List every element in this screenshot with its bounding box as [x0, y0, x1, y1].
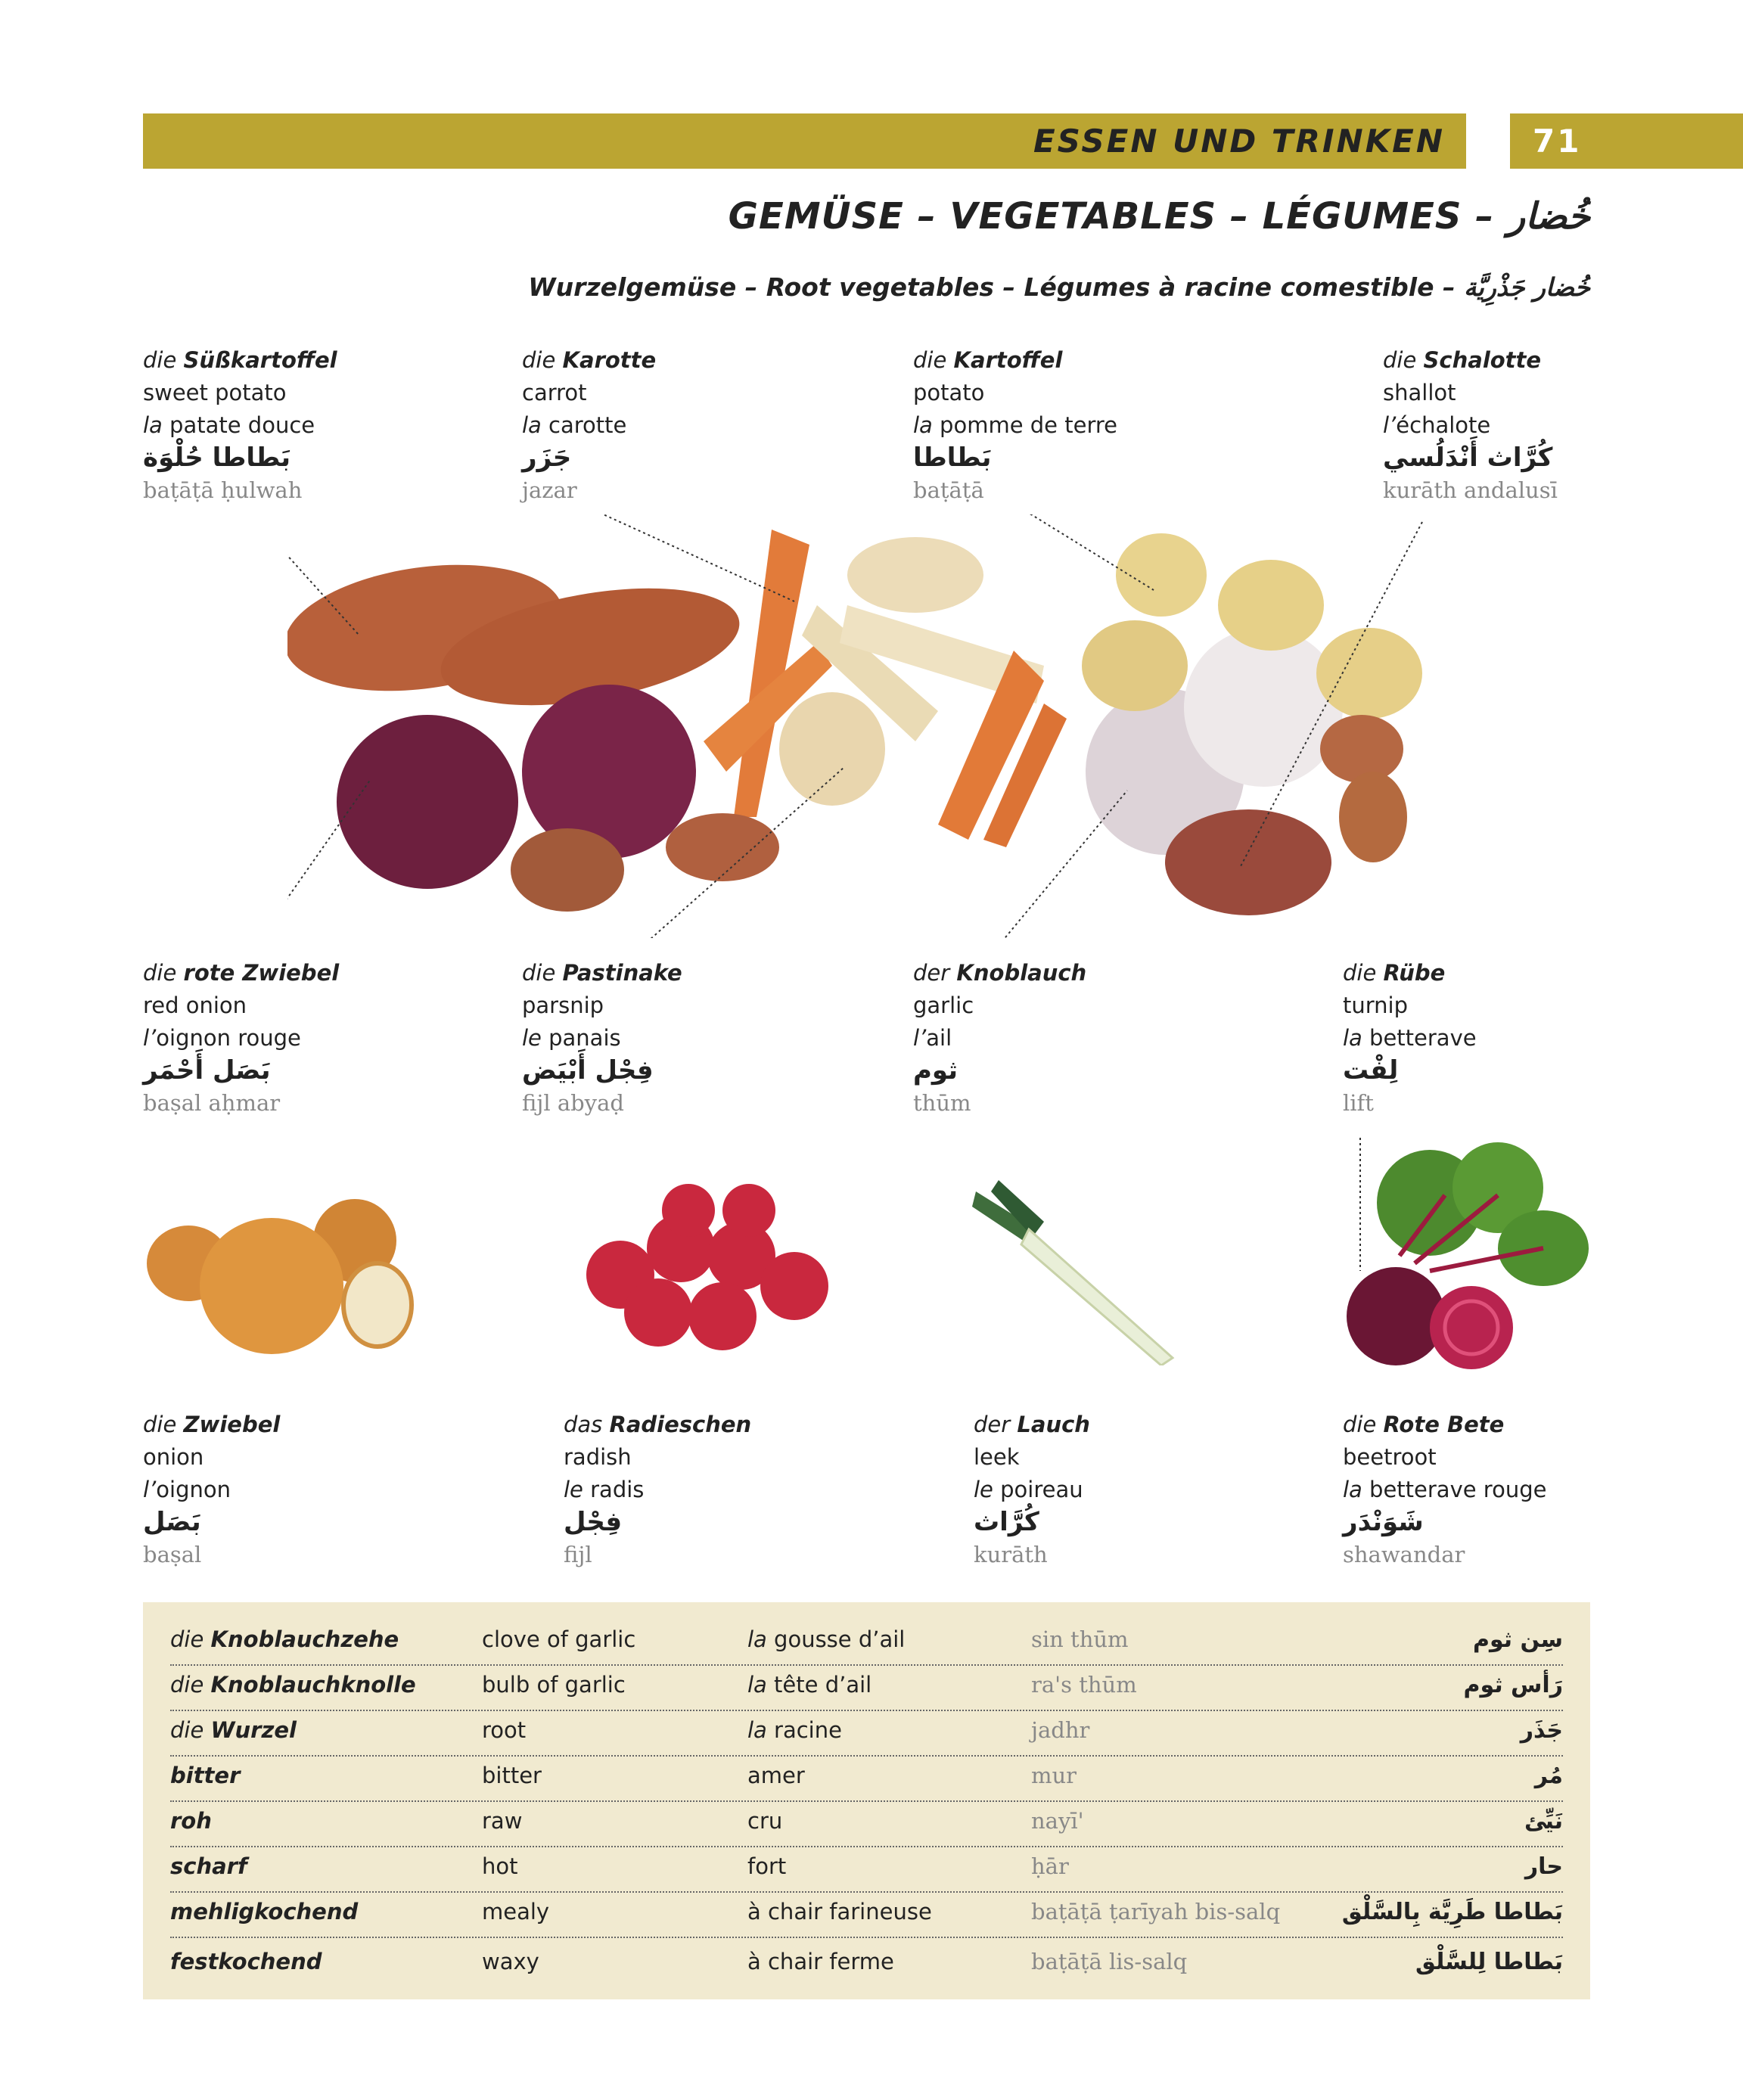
english-term: garlic: [913, 993, 974, 1018]
french-term: [974, 1474, 1090, 1506]
arabic-cell: رَأس ثوم: [1463, 1672, 1563, 1698]
german-cell: [170, 1899, 358, 1924]
german-term: [913, 344, 1117, 377]
german-article: die: [1343, 1412, 1377, 1437]
english-cell: mealy: [482, 1899, 550, 1924]
transliteration-cell: mur: [1031, 1763, 1077, 1788]
table-row: [170, 1710, 1563, 1757]
german-noun: Lauch: [1017, 1412, 1090, 1437]
french-cell: [747, 1717, 842, 1743]
french-cell: [747, 1853, 786, 1879]
german-noun: Karotte: [562, 347, 657, 373]
german-term: [1343, 1409, 1546, 1441]
table-row: [170, 1941, 1563, 1987]
english-cell: raw: [482, 1808, 523, 1834]
german-term: [974, 1409, 1090, 1441]
french-term: [1343, 1022, 1477, 1055]
english-cell: bulb of garlic: [482, 1672, 626, 1698]
german-noun: Pastinake: [562, 960, 682, 986]
german-word: mehligkochend: [170, 1899, 359, 1924]
arabic-cell: بَطاطا لِلسَّلْق: [1415, 1949, 1563, 1975]
transliteration: baṣal: [143, 1542, 202, 1567]
german-noun: rote Zwiebel: [183, 960, 340, 986]
transliteration-cell: ra's thūm: [1031, 1672, 1137, 1698]
french-article: la: [522, 412, 542, 438]
german-cell: [170, 1949, 322, 1974]
german-word: scharf: [170, 1853, 247, 1879]
french-cell: [747, 1899, 932, 1924]
english-term: parsnip: [522, 993, 604, 1018]
english-term: shallot: [1383, 380, 1456, 405]
section-header-band: [143, 113, 1466, 169]
german-noun: Wurzel: [210, 1717, 297, 1743]
german-noun: Rote Bete: [1383, 1412, 1505, 1437]
french-term: [1383, 409, 1558, 442]
french-article: la: [1343, 1025, 1362, 1051]
french-term: [143, 409, 337, 442]
arabic-term: جَزَر: [522, 443, 572, 473]
german-article: die: [170, 1626, 204, 1652]
entry-leek: [974, 1409, 1090, 1571]
french-article: le: [564, 1477, 583, 1502]
french-article: la: [747, 1717, 767, 1743]
transliteration-cell: ḥār: [1031, 1853, 1069, 1879]
french-noun-sep: [542, 1025, 548, 1051]
arabic-term: بَطاطا حُلْوَة: [143, 443, 291, 473]
entry-potato: [913, 344, 1117, 507]
vocabulary-table: [143, 1602, 1590, 1999]
german-noun: Knoblauchknolle: [210, 1672, 416, 1698]
french-noun: betterave rouge: [1369, 1477, 1547, 1502]
english-term: radish: [564, 1444, 632, 1470]
transliteration: baṭāṭā: [913, 477, 984, 503]
german-noun: Rübe: [1383, 960, 1446, 986]
transliteration-cell: sin thūm: [1031, 1626, 1129, 1652]
french-term: [564, 1474, 751, 1506]
french-term: [1343, 1474, 1546, 1506]
french-word: cru: [747, 1808, 783, 1834]
transliteration: jazar: [522, 477, 577, 503]
german-term: [913, 957, 1086, 989]
beetroot-photo: [1339, 1135, 1596, 1384]
french-noun: ail: [926, 1025, 952, 1051]
transliteration: kurāth: [974, 1542, 1048, 1567]
entry-radish: [564, 1409, 751, 1571]
german-article: die: [143, 960, 177, 986]
german-cell: [170, 1763, 240, 1788]
german-term: [522, 957, 682, 989]
french-noun-sep: [993, 1477, 1000, 1502]
transliteration: fijl abyaḍ: [522, 1090, 624, 1116]
transliteration-cell: nayī': [1031, 1808, 1084, 1834]
french-cell: [747, 1626, 905, 1652]
transliteration: lift: [1343, 1090, 1374, 1116]
french-cell: [747, 1763, 805, 1788]
german-cell: [170, 1853, 247, 1879]
french-term: [522, 409, 656, 442]
german-noun: Radieschen: [609, 1412, 752, 1437]
french-term: [143, 1474, 280, 1506]
french-noun-sep: [1362, 1477, 1369, 1502]
german-term: [522, 344, 656, 377]
french-noun: tête d’ail: [774, 1672, 872, 1698]
french-word: fort: [747, 1853, 787, 1879]
german-cell: [170, 1672, 416, 1698]
arabic-cell: نَيِّئ: [1524, 1808, 1563, 1834]
table-row: [170, 1846, 1563, 1893]
french-cell: [747, 1808, 782, 1834]
french-term: [522, 1022, 682, 1055]
english-term: turnip: [1343, 993, 1409, 1018]
english-term: beetroot: [1343, 1444, 1437, 1470]
arabic-term: كُرَّاث: [974, 1507, 1039, 1537]
german-term: [143, 957, 339, 989]
french-noun: betterave: [1369, 1025, 1477, 1051]
german-cell: [170, 1808, 212, 1834]
german-term: [564, 1409, 751, 1441]
arabic-term: فِجْل أَبْيَض: [522, 1055, 654, 1086]
english-cell: waxy: [482, 1949, 539, 1974]
entry-parsnip: [522, 957, 682, 1120]
arabic-term: بَطاطا: [913, 443, 992, 473]
transliteration: shawandar: [1343, 1542, 1465, 1567]
german-article: die: [913, 347, 947, 373]
german-article: die: [143, 1412, 177, 1437]
entry-red-onion: [143, 957, 339, 1120]
german-word: roh: [170, 1808, 212, 1834]
french-word: amer: [747, 1763, 805, 1788]
french-noun: pomme de terre: [940, 412, 1117, 438]
transliteration: thūm: [913, 1090, 971, 1116]
french-noun: carotte: [548, 412, 627, 438]
english-term: onion: [143, 1444, 204, 1470]
french-article: la: [747, 1672, 767, 1698]
transliteration: kurāth andalusī: [1383, 477, 1558, 503]
french-noun: radis: [590, 1477, 645, 1502]
english-term: leek: [974, 1444, 1020, 1470]
french-term: [143, 1022, 339, 1055]
french-noun: patate douce: [169, 412, 315, 438]
french-article: le: [522, 1025, 542, 1051]
entry-garlic: [913, 957, 1086, 1120]
english-cell: clove of garlic: [482, 1626, 636, 1652]
arabic-term: ثوم: [913, 1055, 958, 1086]
table-row: [170, 1619, 1563, 1666]
german-term: [1343, 957, 1477, 989]
french-cell: [747, 1949, 894, 1974]
german-article: die: [522, 347, 556, 373]
french-noun-sep: [933, 412, 940, 438]
transliteration-cell: jadhr: [1031, 1717, 1090, 1743]
entry-sweet-potato: [143, 344, 337, 507]
french-noun: oignon rouge: [156, 1025, 301, 1051]
german-article: die: [143, 347, 177, 373]
french-noun-sep: [163, 412, 169, 438]
arabic-term: شَوَنْدَر: [1343, 1507, 1424, 1537]
table-row: [170, 1800, 1563, 1847]
arabic-cell: سِن ثوم: [1472, 1626, 1563, 1653]
french-noun-sep: [542, 412, 548, 438]
arabic-term: لِفْت: [1343, 1055, 1399, 1086]
english-cell: bitter: [482, 1763, 542, 1788]
radish-photo: [575, 1180, 840, 1362]
french-noun: panais: [548, 1025, 621, 1051]
arabic-cell: مُر: [1534, 1763, 1563, 1789]
table-row: [170, 1891, 1563, 1938]
french-noun: gousse d’ail: [774, 1626, 906, 1652]
arabic-cell: حار: [1524, 1853, 1563, 1880]
french-article: la: [913, 412, 933, 438]
german-term: [143, 1409, 280, 1441]
entry-beetroot: [1343, 1409, 1546, 1571]
german-cell: [170, 1717, 297, 1743]
german-article: die: [522, 960, 556, 986]
german-noun: Knoblauchzehe: [210, 1626, 399, 1652]
page-number: 71: [1533, 123, 1582, 160]
french-article: l’: [143, 1025, 157, 1051]
french-article: la: [143, 412, 163, 438]
german-term: [1383, 344, 1558, 377]
section-title: ESSEN UND TRINKEN: [1033, 123, 1445, 160]
onion-photo: [143, 1180, 415, 1362]
german-word: festkochend: [170, 1949, 322, 1974]
german-noun: Knoblauch: [956, 960, 1087, 986]
transliteration: baṭāṭā ḥulwah: [143, 477, 303, 503]
table-row: [170, 1755, 1563, 1802]
french-article: le: [974, 1477, 993, 1502]
german-article: das: [564, 1412, 603, 1437]
english-term: carrot: [522, 380, 587, 405]
french-noun: échalote: [1396, 412, 1491, 438]
french-term: [913, 409, 1117, 442]
transliteration-cell: baṭāṭā ṭarīyah bis-salq: [1031, 1899, 1281, 1924]
french-noun-sep: [583, 1477, 590, 1502]
french-noun-sep: [1362, 1025, 1369, 1051]
table-row: [170, 1664, 1563, 1711]
french-noun: oignon: [156, 1477, 231, 1502]
french-article: l’: [913, 1025, 927, 1051]
entry-shallot: [1383, 344, 1558, 507]
german-noun: Zwiebel: [183, 1412, 281, 1437]
entry-turnip: [1343, 957, 1477, 1120]
german-article: die: [1343, 960, 1377, 986]
german-noun: Schalotte: [1423, 347, 1542, 373]
page-title: GEMÜSE – VEGETABLES – LÉGUMES – خُضار: [728, 195, 1590, 238]
french-noun: poireau: [1000, 1477, 1083, 1502]
german-article: die: [1383, 347, 1417, 373]
english-cell: hot: [482, 1853, 518, 1879]
french-article: la: [1343, 1477, 1362, 1502]
german-article: die: [170, 1717, 204, 1743]
german-noun: Süßkartoffel: [183, 347, 337, 373]
root-vegetables-photo: [287, 514, 1468, 938]
english-cell: root: [482, 1717, 527, 1743]
arabic-term: بَصَل: [143, 1507, 201, 1537]
english-term: red onion: [143, 993, 247, 1018]
english-term: potato: [913, 380, 985, 405]
french-word: à chair farineuse: [747, 1899, 932, 1924]
entry-onion: [143, 1409, 280, 1571]
english-term: sweet potato: [143, 380, 287, 405]
transliteration: baṣal aḥmar: [143, 1090, 281, 1116]
arabic-cell: بَطاطا طَرِيَّة بِالسَّلْق: [1341, 1899, 1563, 1925]
german-article: der: [974, 1412, 1011, 1437]
entry-carrot: [522, 344, 656, 507]
french-noun: racine: [774, 1717, 842, 1743]
german-term: [143, 344, 337, 377]
page-subtitle: Wurzelgemüse – Root vegetables – Légumes à racine comestible – خُضار جَذْرِيَّة: [528, 272, 1590, 302]
leek-photo: [968, 1176, 1188, 1365]
french-article: l’: [143, 1477, 157, 1502]
german-article: der: [913, 960, 950, 986]
french-word: à chair ferme: [747, 1949, 894, 1974]
german-cell: [170, 1626, 399, 1652]
french-article: l’: [1383, 412, 1397, 438]
arabic-cell: جَذَر: [1520, 1717, 1563, 1744]
french-cell: [747, 1672, 872, 1698]
transliteration-cell: baṭāṭā lis-salq: [1031, 1949, 1188, 1974]
german-word: bitter: [170, 1763, 241, 1788]
transliteration: fijl: [564, 1542, 592, 1567]
arabic-term: فِجْل: [564, 1507, 623, 1537]
german-noun: Kartoffel: [953, 347, 1063, 373]
french-article: la: [747, 1626, 767, 1652]
french-term: [913, 1022, 1086, 1055]
arabic-term: بَصَل أَحْمَر: [143, 1055, 271, 1086]
arabic-term: كُرَّاث أَنْدَلُسي: [1383, 443, 1553, 473]
german-article: die: [170, 1672, 204, 1698]
page-number-band: [1510, 113, 1743, 169]
